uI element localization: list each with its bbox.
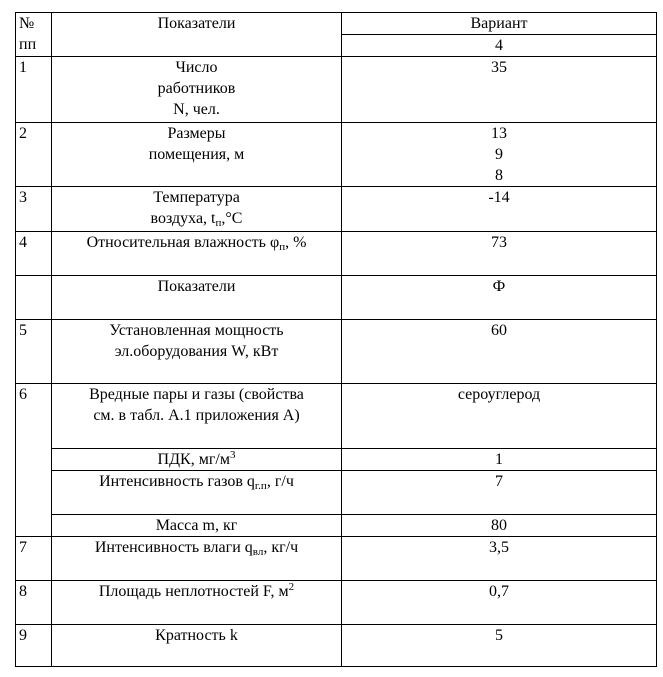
header-indicators: Показатели xyxy=(157,15,236,32)
row-label: N, чел. xyxy=(173,101,220,118)
row-value: 13 xyxy=(491,125,507,142)
table-row xyxy=(16,123,657,187)
row-num: 7 xyxy=(19,539,27,556)
parameters-table xyxy=(15,12,657,667)
row-label: эл.оборудования W, кВт xyxy=(114,343,279,360)
row-label: Вредные пары и газы (свойства xyxy=(89,386,304,403)
row-label: Температура xyxy=(153,189,240,206)
row-num: 8 xyxy=(19,583,27,600)
row-value: сероуглерод xyxy=(457,386,541,403)
table-row xyxy=(16,449,657,471)
row-value: 8 xyxy=(495,167,503,184)
row-label: Кратность k xyxy=(155,627,238,644)
row-label: см. в табл. А.1 приложения А) xyxy=(93,407,300,424)
table-row xyxy=(16,471,657,515)
row-label: Показатели xyxy=(157,278,236,295)
row-label: Относительная влажность $\varphi_п$, % xyxy=(86,234,307,253)
header-num-cell xyxy=(16,13,52,57)
row-label: помещения, м xyxy=(148,146,245,163)
row-label: Площадь неплотностей F, $м^2$ xyxy=(98,581,295,600)
row-label: Установленная мощность xyxy=(109,322,284,339)
row-value: 80 xyxy=(491,517,507,534)
row-value: 5 xyxy=(495,627,503,644)
row-label: работников xyxy=(157,80,236,97)
table-row xyxy=(16,625,657,667)
row-value: 35 xyxy=(491,59,507,76)
row-value: 73 xyxy=(491,234,507,251)
row-label: Число xyxy=(175,59,218,76)
row-value: 7 xyxy=(495,473,503,490)
row-value: -14 xyxy=(488,189,510,206)
row-value: 1 xyxy=(495,451,503,468)
header-num: № xyxy=(19,15,35,32)
header-variant-number: 4 xyxy=(495,37,503,54)
row-value: Ф xyxy=(492,278,506,295)
header-variant: Вариант xyxy=(470,15,528,32)
header-pp: пп xyxy=(19,36,37,53)
table-row xyxy=(16,537,657,581)
row-num: 1 xyxy=(19,59,27,76)
table-row xyxy=(16,57,657,123)
row-label: Интенсивность газов $q_{г.п}$, г/ч xyxy=(99,473,294,492)
table-row xyxy=(16,384,657,449)
row-num: 4 xyxy=(19,234,27,251)
row-num: 6 xyxy=(19,386,27,403)
table-row xyxy=(16,515,657,537)
row-num: 9 xyxy=(19,627,27,644)
table-row xyxy=(16,187,657,232)
header-variant-cell xyxy=(342,13,657,35)
row-label: Интенсивность влаги $q_{вл}$, кг/ч xyxy=(94,539,299,558)
row-value: 9 xyxy=(495,146,503,163)
table-row xyxy=(16,581,657,625)
header-variant-number-cell xyxy=(342,35,657,57)
row-label: Масса m, кг xyxy=(155,517,238,534)
table-row xyxy=(16,320,657,384)
row-value: 60 xyxy=(491,322,507,339)
row-num: 2 xyxy=(19,125,27,142)
row-value: 3,5 xyxy=(489,539,509,556)
row-num: 3 xyxy=(19,189,27,206)
header-indicators-cell xyxy=(52,13,342,57)
row-label: воздуха, $t_п,^\circ С$ xyxy=(150,210,243,229)
table-row xyxy=(16,276,657,320)
row-num: 5 xyxy=(19,322,27,339)
row-value: 0,7 xyxy=(489,583,509,600)
table-row xyxy=(16,232,657,276)
row-label: ПДК, $мг/м^3$ xyxy=(157,449,236,468)
row-label: Размеры xyxy=(167,125,226,142)
